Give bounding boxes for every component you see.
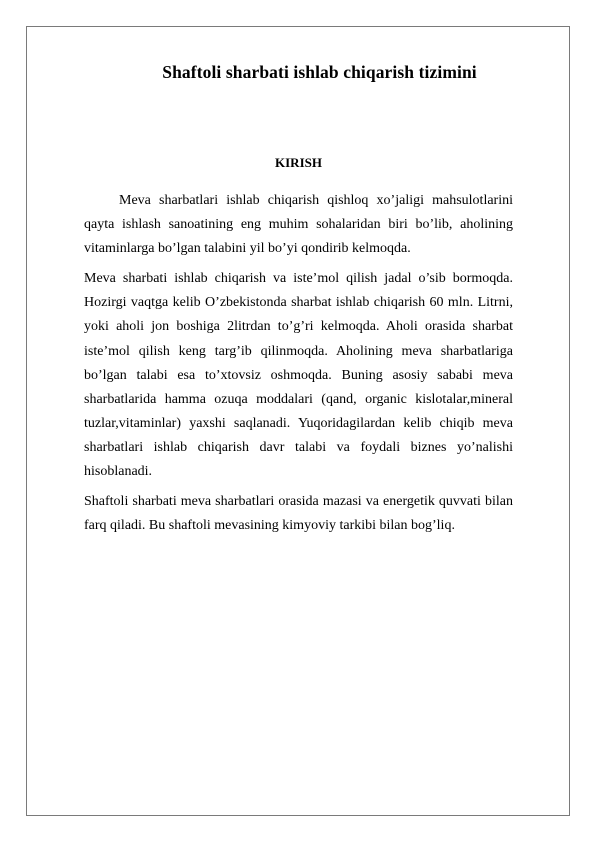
- paragraph-peach-juice: Shaftoli sharbati meva sharbatlari orasida mazasi va energetik quvvati bilan farq qiladi. Bu shaftoli mevasining kimyoviy tarkibi bilan bog’liq.: [84, 494, 513, 534]
- document-body: [84, 58, 513, 538]
- paragraph-production: Meva sharbati ishlab chiqarish va iste’mol qilish jadal o’sib bormoqda. Hozirgi vaqtga kelib O’zbekistonda sharbat ishlab chiqarish 60 mln. Litrni, yoki aholi jon boshiga 2litrdan to’g’ri kelmoqda. Aholi orasida sharbat iste’mol qilish keng targ’ib qilinmoqda. Aholining meva sharbatlariga bo’lgan talabi esa to’xtovsiz oshmoqda. Buning asosiy sababi meva sharbatlarida hamma ozuqa moddalari (qand, organic kislotalar,mineral tuzlar,vitaminlar) yaxshi saqlanadi. Yuqoridagilardan kelib chiqib meva sharbatlari ishlab chiqarish davr talabi va foydali biznes yo’nalishi hisoblanadi.: [84, 271, 513, 480]
- paragraph-intro: Meva sharbatlari ishlab chiqarish qishloq xo’jaligi mahsulotlarini qayta ishlash sanoatining eng muhim sohalaridan biri bo’lib, aholining vitaminlarga bo’lgan talabini yil bo’yi qondirib kelmoqda.: [84, 193, 513, 257]
- document-title: Shaftoli sharbati ishlab chiqarish tizimini: [162, 62, 477, 82]
- section-heading: KIRISH: [275, 155, 322, 170]
